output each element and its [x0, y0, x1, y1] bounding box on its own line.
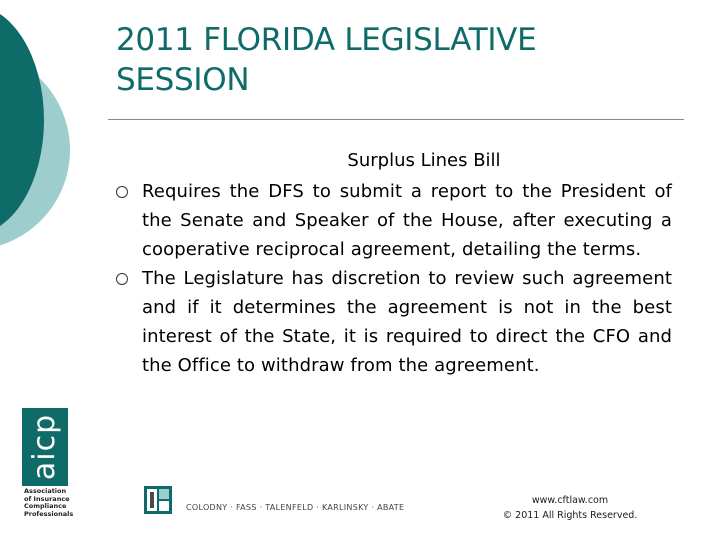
subtitle: Surplus Lines Bill — [347, 150, 501, 171]
aicp-logo-word: aicp — [27, 413, 63, 481]
bullet-text: The Legislature has discretion to review such agreement and if it determines the agreement is not in the best interest of the State, it is required to direct the CFO and the Office to withdraw from the agreement. — [142, 268, 672, 376]
bullet-circle-icon — [116, 186, 128, 198]
footer — [480, 493, 660, 523]
copyright-text: © 2011 All Rights Reserved. — [502, 510, 638, 521]
bullet-text: Requires the DFS to submit a report to the President of the Senate and Speaker of the House, after executing a cooperative reciprocal agreement, detailing the terms. — [142, 181, 672, 260]
title-divider — [108, 119, 684, 120]
list-item — [116, 177, 672, 264]
firm-name: COLODNY · FASS · TALENFELD · KARLINSKY · ABATE — [186, 502, 405, 512]
aicp-logo-caption: Association of Insurance Compliance Professionals — [24, 487, 74, 518]
page-title: 2011 FLORIDA LEGISLATIVE SESSION — [116, 22, 537, 98]
firm-logo — [144, 486, 404, 514]
firm-logo-icon — [144, 486, 172, 514]
decorative-circles — [0, 0, 110, 300]
aicp-logo-mark — [22, 408, 68, 486]
aicp-logo — [22, 408, 72, 530]
bullet-list — [116, 177, 672, 380]
slide-content — [116, 145, 672, 380]
bullet-circle-icon — [116, 273, 128, 285]
list-item — [116, 264, 672, 380]
website-link[interactable]: www.cftlaw.com — [531, 495, 609, 506]
